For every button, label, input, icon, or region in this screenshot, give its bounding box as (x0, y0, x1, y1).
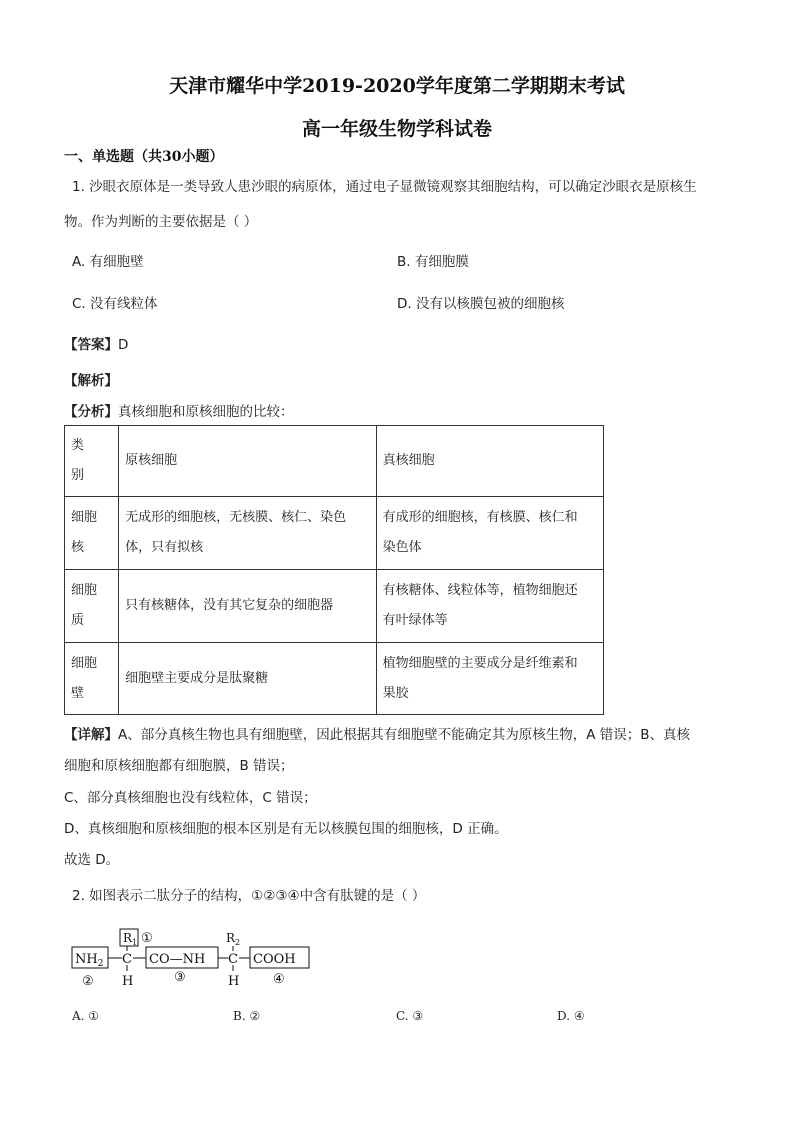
q1-detail-line3: C、部分真核细胞也没有线粒体，C 错误； (64, 790, 317, 806)
q1-detail-line4: D、真核细胞和原核细胞的根本区别是有无以核膜包围的细胞核，D 正确。 (64, 821, 508, 837)
analysis-tag: 【解析】 (64, 373, 118, 389)
table-cell: 类 别 (65, 426, 119, 497)
marker-1: ① (141, 931, 153, 946)
carbon-1: C (122, 952, 132, 967)
hydrogen-1: H (122, 974, 134, 989)
nh2-label: $NH_2$ (75, 952, 104, 969)
comparison-table (64, 425, 604, 715)
q2-option-b: B. ② (233, 1009, 261, 1023)
table-cell: 无成形的细胞核，无核膜、核仁、染色 体，只有拟核 (119, 497, 376, 570)
q2-option-d: D. ④ (557, 1009, 585, 1023)
q2-stem: 2. 如图表示二肽分子的结构，①②③④中含有肽键的是（ ） (72, 888, 426, 904)
table-cell: 细胞 质 (65, 570, 119, 643)
r2-label: $R_2$ (226, 931, 241, 947)
exam-title: 天津市耀华中学2019-2020学年度第二学期期末考试 (169, 75, 625, 97)
table-cell: 细胞 核 (65, 497, 119, 570)
q1-answer (64, 333, 128, 353)
table-row (65, 643, 604, 715)
q1-option-b: B. 有细胞膜 (397, 254, 469, 270)
table-header-eukaryote: 真核细胞 (376, 426, 603, 497)
cooh-label: COOH (253, 952, 296, 967)
table-header-prokaryote: 原核细胞 (119, 426, 376, 497)
q1-option-d: D. 没有以核膜包被的细胞核 (397, 296, 565, 312)
q1-stem-line2: 物。作为判断的主要依据是（ ） (64, 214, 258, 230)
table-row (65, 497, 604, 570)
q1-detail-line1 (64, 720, 690, 750)
table-cell: 有成形的细胞核，有核膜、核仁和 染色体 (376, 497, 603, 570)
q1-fenxi (64, 400, 294, 420)
table-cell: 植物细胞壁的主要成分是纤维素和 果胶 (376, 643, 603, 715)
table-cell: 只有核糖体，没有其它复杂的细胞器 (119, 570, 376, 643)
section-heading: 一、单选题（共30小题） (64, 149, 224, 165)
detail-tag: 【详解】 (64, 727, 118, 743)
table-cell: 有核糖体、线粒体等，植物细胞还 有叶绿体等 (376, 570, 603, 643)
marker-2: ② (82, 974, 94, 989)
q2-option-a: A. ① (72, 1009, 100, 1023)
fenxi-text: 真核细胞和原核细胞的比较： (118, 404, 294, 420)
detail-text: A、部分真核生物也具有细胞壁，因此根据其有细胞壁不能确定其为原核生物，A 错误；B、真核 (118, 727, 691, 743)
carbon-2: C (228, 952, 238, 967)
fenxi-tag: 【分析】 (64, 404, 118, 420)
q2-option-c: C. ③ (396, 1009, 424, 1023)
table-row (65, 570, 604, 643)
marker-4: ④ (273, 972, 285, 987)
r1-label: $R_1$ (123, 931, 138, 947)
answer-value: D (118, 337, 129, 353)
co-nh-label: CO—NH (149, 952, 206, 967)
hydrogen-2: H (228, 974, 240, 989)
q1-option-c: C. 没有线粒体 (72, 296, 158, 312)
answer-tag: 【答案】 (64, 337, 118, 353)
marker-3: ③ (174, 970, 186, 985)
table-cell: 细胞 壁 (65, 643, 119, 715)
table-cell: 细胞壁主要成分是肽聚糖 (119, 643, 376, 715)
table-row (65, 426, 604, 497)
q1-option-a: A. 有细胞壁 (72, 254, 144, 270)
exam-subtitle: 高一年级生物学科试卷 (301, 118, 492, 140)
q1-stem-line1: 1. 沙眼衣原体是一类导致人患沙眼的病原体，通过电子显微镜观察其细胞结构，可以确定沙眼衣是原核生 (72, 179, 697, 195)
q1-detail-line5: 故选 D。 (64, 852, 120, 868)
dipeptide-diagram (68, 925, 318, 995)
q1-detail-line2: 细胞和原核细胞都有细胞膜，B 错误； (64, 758, 294, 774)
